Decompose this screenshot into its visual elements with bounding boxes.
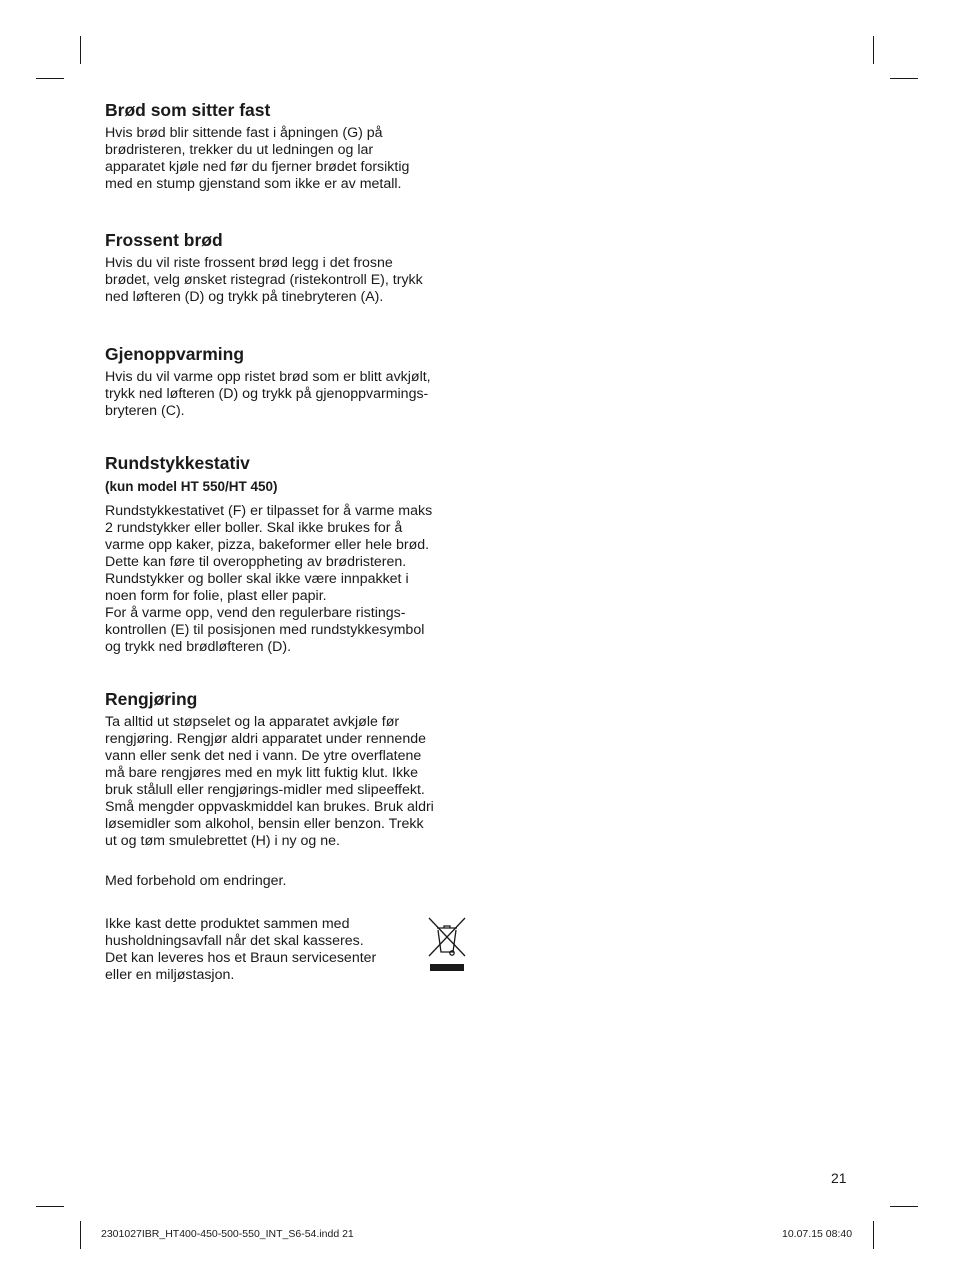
section-reheating — [105, 344, 431, 420]
section-heading: Gjenoppvarming — [105, 344, 245, 364]
section-heading: Frossent brød — [105, 230, 223, 250]
crop-mark — [890, 1206, 918, 1207]
section-subheading: (kun model HT 550/HT 450) — [105, 479, 278, 494]
section-frozen-bread — [105, 230, 423, 306]
section-stuck-bread — [105, 100, 409, 193]
crop-mark — [80, 36, 81, 64]
section-heading: Rengjøring — [105, 689, 198, 709]
section-body: Rundstykkestativet (F) er tilpasset for å varme maks 2 rundstykker eller boller. Skal ikke brukes for å varme opp kaker, pizza, bakeformer eller hele brød. Dette kan føre til overoppheting av brødristeren. Rundstykker og boller skal ikke være innpakket i noen form for folie, plast eller papir. For å varme opp, vend den regulerbare ristings- kontrollen (E) til posisjonen med rundstykkesymbol og trykk ned brødløfteren (D). — [105, 503, 433, 655]
disposal-notice — [105, 916, 475, 984]
section-body: Hvis du vil varme opp ristet brød som er blitt avkjølt, trykk ned løfteren (D) og trykk på gjenoppvarmings- bryteren (C). — [105, 369, 431, 419]
crop-mark — [873, 1221, 874, 1249]
section-heading: Brød som sitter fast — [105, 100, 271, 120]
crop-mark — [36, 1206, 64, 1207]
section-body: Ta alltid ut støpselet og la apparatet avkjøle før rengjøring. Rengjør aldri apparatet under rennende vann eller senk det ned i vann. De ytre overflatene må bare rengjøres med en myk litt fuktig klut. Ikke bruk stålull eller rengjørings-midler med slipeeffekt. Små mengder oppvaskmiddel kan brukes. Bruk aldri løsemidler som alkohol, bensin eller benzon. Trekk ut og tøm smulebrettet (H) i ny og ne. — [105, 714, 434, 849]
crop-mark — [890, 78, 918, 79]
section-body: Hvis du vil riste frossent brød legg i det frosne brødet, velg ønsket ristegrad (ristekontroll E), trykk ned løfteren (D) og trykk på tinebryteren (A). — [105, 255, 423, 305]
section-heading: Rundstykkestativ — [105, 453, 250, 473]
crossed-out-wheelie-bin-icon — [427, 916, 467, 974]
crop-mark — [873, 36, 874, 64]
section-body: Hvis brød blir sittende fast i åpningen (G) på brødristeren, trekker du ut ledningen og lar apparatet kjøle ned før du fjerner brødet forsiktig med en stump gjenstand som ikke er av metall. — [105, 125, 410, 192]
footer-timestamp: 10.07.15 08:40 — [782, 1228, 853, 1240]
change-notice: Med forbehold om endringer. — [105, 873, 287, 889]
page-number: 21 — [831, 1170, 847, 1186]
crop-mark — [36, 78, 64, 79]
crop-mark — [80, 1221, 81, 1249]
section-bun-rack — [105, 453, 432, 656]
footer-file-info: 2301027IBR_HT400-450-500-550_INT_S6-54.indd 21 — [101, 1228, 354, 1240]
section-cleaning — [105, 689, 434, 850]
disposal-text: Ikke kast dette produktet sammen med husholdningsavfall når det skal kasseres. Det kan leveres hos et Braun servicesenter eller en miljøstasjon. — [105, 916, 377, 983]
